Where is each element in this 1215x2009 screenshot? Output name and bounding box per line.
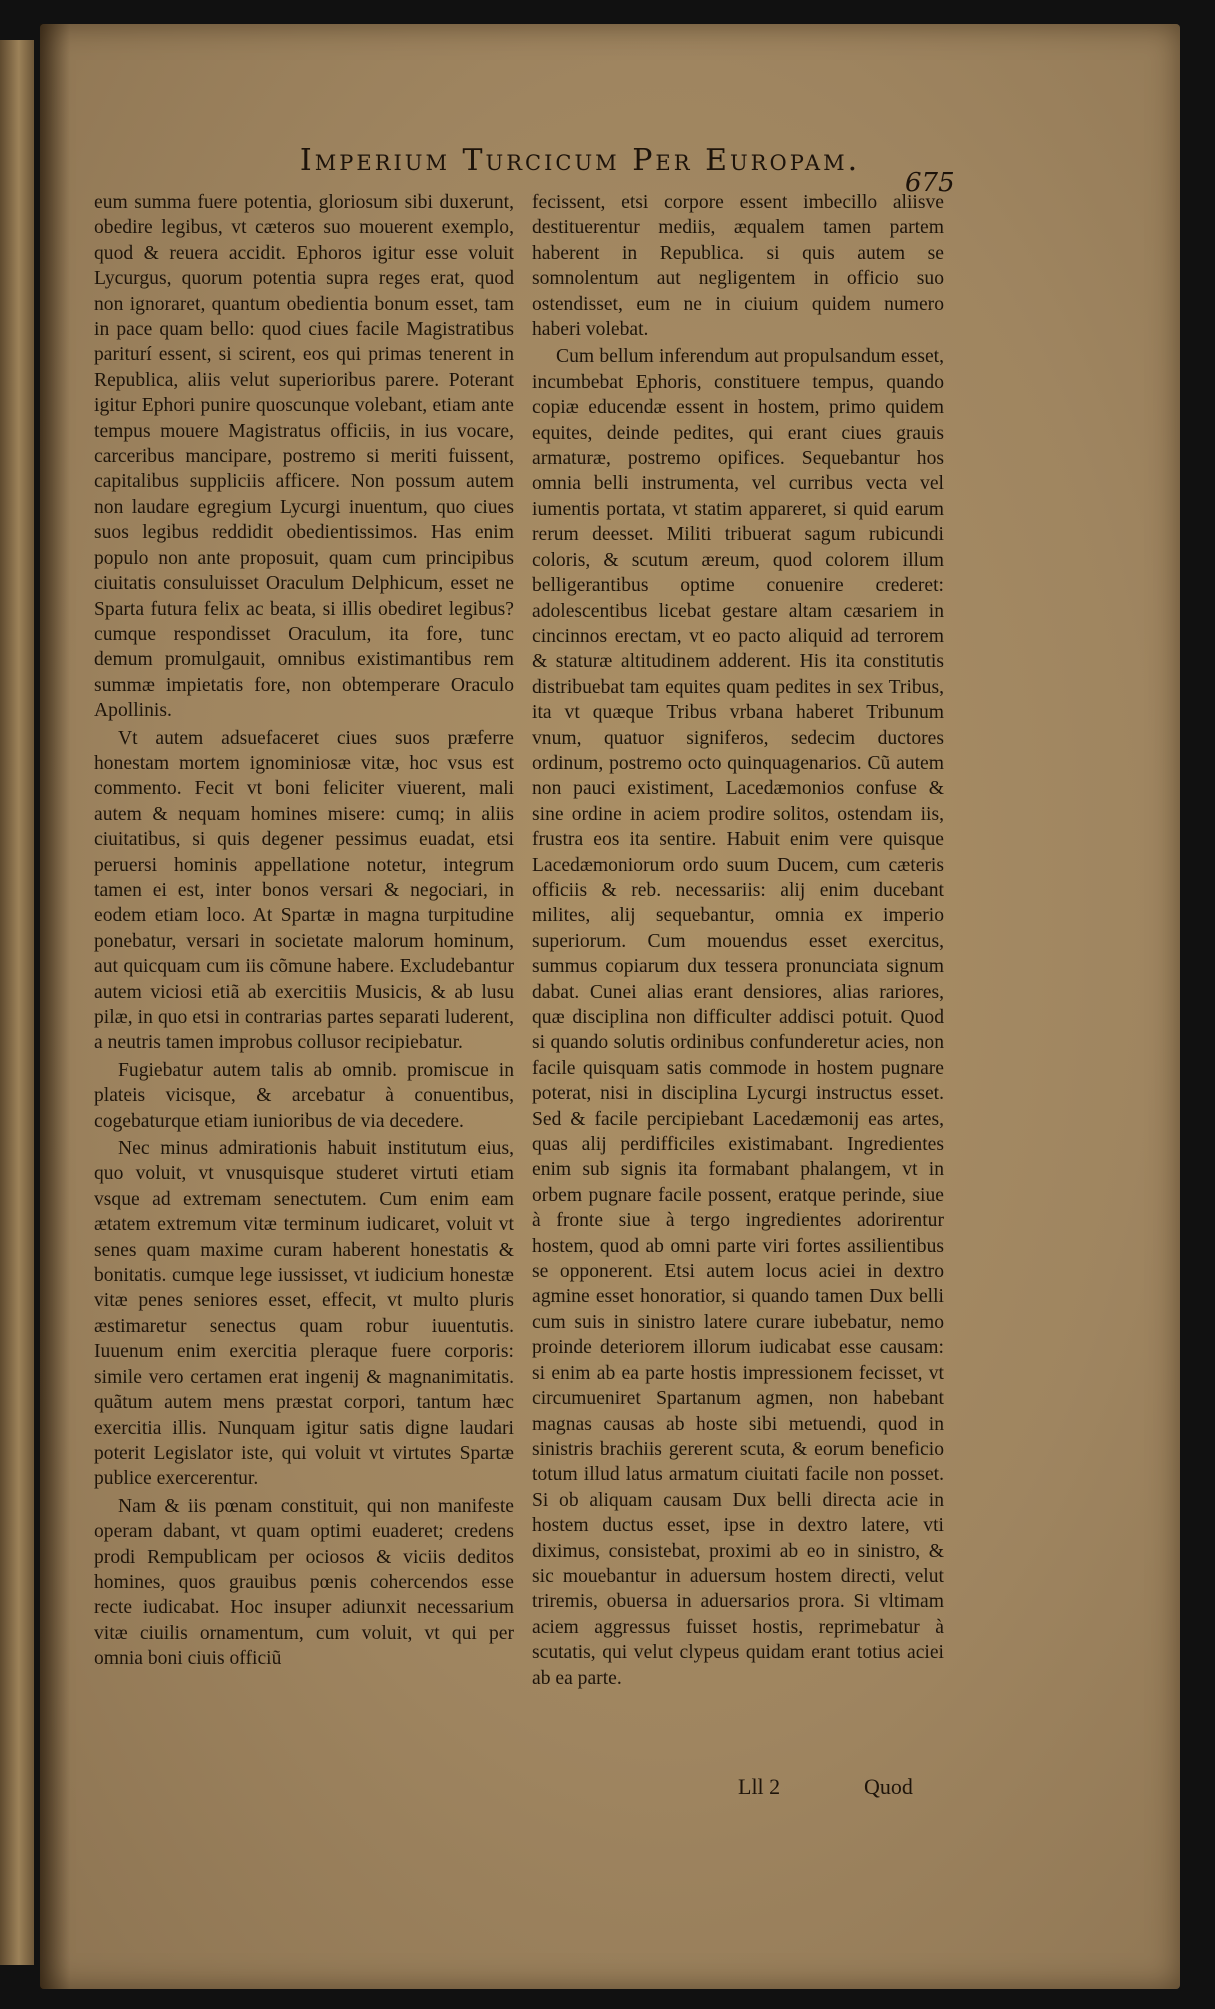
paragraph: fecissent, etsi corpore essent imbecillo aliisve destituerentur mediis, æqualem tamen partem haberent in Republica. si quis autem se somnolentum aut negligentem in officio suo ostendisset, eum ne in ciuium quidem numero haberi volebat. <box>532 192 944 341</box>
page-number: 675 <box>905 168 955 198</box>
right-column <box>532 190 944 1691</box>
paragraph: eum summa fuere potentia, gloriosum sibi duxerunt, obedire legibus, vt cæteros suo mouerent exemplo, quod & reuera accidit. Ephoros igitur esse voluit Lycurgus, quorum potentia supra reges erat, quod non ignoraret, quantum obedientia bonum esset, tam in pace quam bello: quod ciues facile Magistratibus pariturí essent, si scirent, eos qui primas tenerent in Republica, aliis velut superioribus parere. Poterant igitur Ephori punire quoscunque volebant, etiam ante tempus mouere Magistratus officiis, in ius vocare, carceribus mancipare, postremo si meriti fuissent, capitalibus suppliciis afficere. Non possum autem non laudare egregium Lycurgi inuentum, quo ciues suos legibus reddidit obedientissimos. Has enim populo non ante proposuit, quam cum principibus ciuitatis consuluisset Oraculum Delphicum, esset ne Sparta futura felix ac beata, si illis obediret legibus? cumque respondisset Oraculum, ita fore, tunc demum promulgauit, omnibus existimantibus rem summæ impietatis fore, non obtemperare Oraculo Apollinis. <box>94 192 514 722</box>
catchword: Quod <box>864 1774 913 1799</box>
adjacent-page-edge <box>0 40 34 1965</box>
paragraph: Fugiebatur autem talis ab omnib. promiscue in plateis vicisque, & arcebatur à conuentibus, cogebaturque etiam iunioribus de via decedere. <box>94 1059 514 1132</box>
left-column <box>94 190 514 1672</box>
paragraph: Cum bellum inferendum aut propulsandum esset, incumbebat Ephoris, constituere tempus, quando copiæ educendæ essent in hostem, primo quidem equites, deinde pedites, qui erant ciues grauis armaturæ, postremo opifices. Sequebantur hos omnia belli instrumenta, vel curribus vecta vel iumentis portata, vt statim appareret, si quid earum rerum deesset. Militi tribuerat sagum rubicundi coloris, & scutum æreum, quod colorem illum belligerantibus optime conuenire crederet: adolescentibus licebat gestare altam cæsariem in cincinnos erectam, vt eo pacto aliquid ad terrorem & staturæ altitudinem adderent. His ita constitutis distribuebat tam equites quam pedites in sex Tribus, ita vt quæque Tribus vrbana haberet Tribunum vnum, quatuor signiferos, sedecim ductores ordinum, postremo octo quinquagenarios. Cũ autem non pauci existiment, Lacedæmonios confuse & sine ordine in aciem prodire solitos, ostendam iis, frustra eos ita sentire. Habuit enim vere quisque Lacedæmoniorum ordo suum Ducem, cum cæteris officiis & reb. necessariis: alij enim ducebant milites, alij sequebantur, omnia ex imperio superiorum. Cum mouendus esset exercitus, summus copiarum dux tessera pronunciata signum dabat. Cunei alias erant densiores, alias rariores, quæ disciplina non difficulter addisci potuit. Quod si quando solutis ordinibus confunderetur acies, non facile quisquam satis commode in hostem pugnare poterat, nisi in disciplina Lycurgi instructus esset. Sed & facile percipiebant Lacedæmonij eas artes, quas alij perdifficiles existimabant. Ingredientes enim sub signis ita formabant phalangem, vt in orbem pugnare facile possent, eratque perinde, siue à fronte siue à tergo ingredientes adorirentur hostem, quod ab omni parte viri fortes assilientibus se opponerent. Etsi autem locus aciei in dextro agmine esset honoratior, si quando tamen Dux belli cum suis in sinistro latere curare iubebatur, nemo proinde deteriorem illorum iudicabat esse causam: si enim ab ea parte hostis impressionem fecisset, vt circumueniret Spartanum agmen, non habebant magnas causas ab hoste sibi metuendi, quod in sinistris brachiis gererent scuta, & eorum beneficio totum illud latus armatum ciuitati facile non posset. Si ob aliquam causam Dux belli directa acie in hostem ductus esset, ipse in dextro latere, vti diximus, consistebat, proximi ab eo in sinistro, & sic mouebantur in aduersum hostem directi, velut triremis, obuersa in aduersarios prora. Si vltimam aciem aggressus fuisset hostis, reprimebatur à scutatis, qui velut clypeus quidam erant totius aciei ab ea parte. <box>532 346 944 1689</box>
paragraph: Nam & iis pœnam constituit, qui non manifeste operam dabant, vt quam optimi euaderet; credens prodi Rempublicam per ociosos & viciis deditos homines, quos grauibus pœnis cohercendos esse recte iudicabat. Hoc insuper adiunxit necessarium vitæ ciuilis ornamentum, cum voluit, vt qui per omnia boni ciuis officiũ <box>94 1495 514 1670</box>
paragraph: Nec minus admirationis habuit institutum eius, quo voluit, vt vnusquisque studeret virtuti etiam vsque ad extremam senectutem. Cum enim eam ætatem extremum vitæ terminum iudicaret, voluit vt senes quam maxime curam haberent honestatis & bonitatis. cumque lege iussisset, vt iudicium honestæ vitæ penes seniores esset, effecit, vt multo pluris æstimaretur senectus quam robur iuuentutis. Iuuenum enim exercitia pleraque fuere corporis: simile vero certamen erat ingenij & magnanimitatis. quãtum autem mens præstat corpori, tantum hæc exercitia illis. Nunquam igitur satis digne laudari poterit Legislator iste, qui voluit vt virtutes Spartæ publice exercerentur. <box>94 1138 514 1490</box>
paragraph: Vt autem adsuefaceret ciues suos præferre honestam mortem ignominiosæ vitæ, hoc vsus est commento. Fecit vt boni feliciter viuerent, mali autem & nequam homines misere: cumq; in aliis ciuitatibus, si quis degener pessimus euadat, etsi peruersi hominis appellatione notetur, integrum tamen ei est, inter bonos versari & negociari, in eodem etiam loco. At Spartæ in magna turpitudine ponebatur, versari in societate malorum hominum, aut quicquam cum iis cõmune habere. Excludebantur autem viciosi etiã ab exercitiis Musicis, & ab lusu pilæ, in quo etsi in contrarias partes separati luderent, a neutris tamen improbus collusor recipiebatur. <box>94 727 514 1054</box>
running-header: Imperium Turcicum Per Europam. <box>299 143 861 178</box>
signature-mark: Lll 2 <box>738 1774 781 1799</box>
